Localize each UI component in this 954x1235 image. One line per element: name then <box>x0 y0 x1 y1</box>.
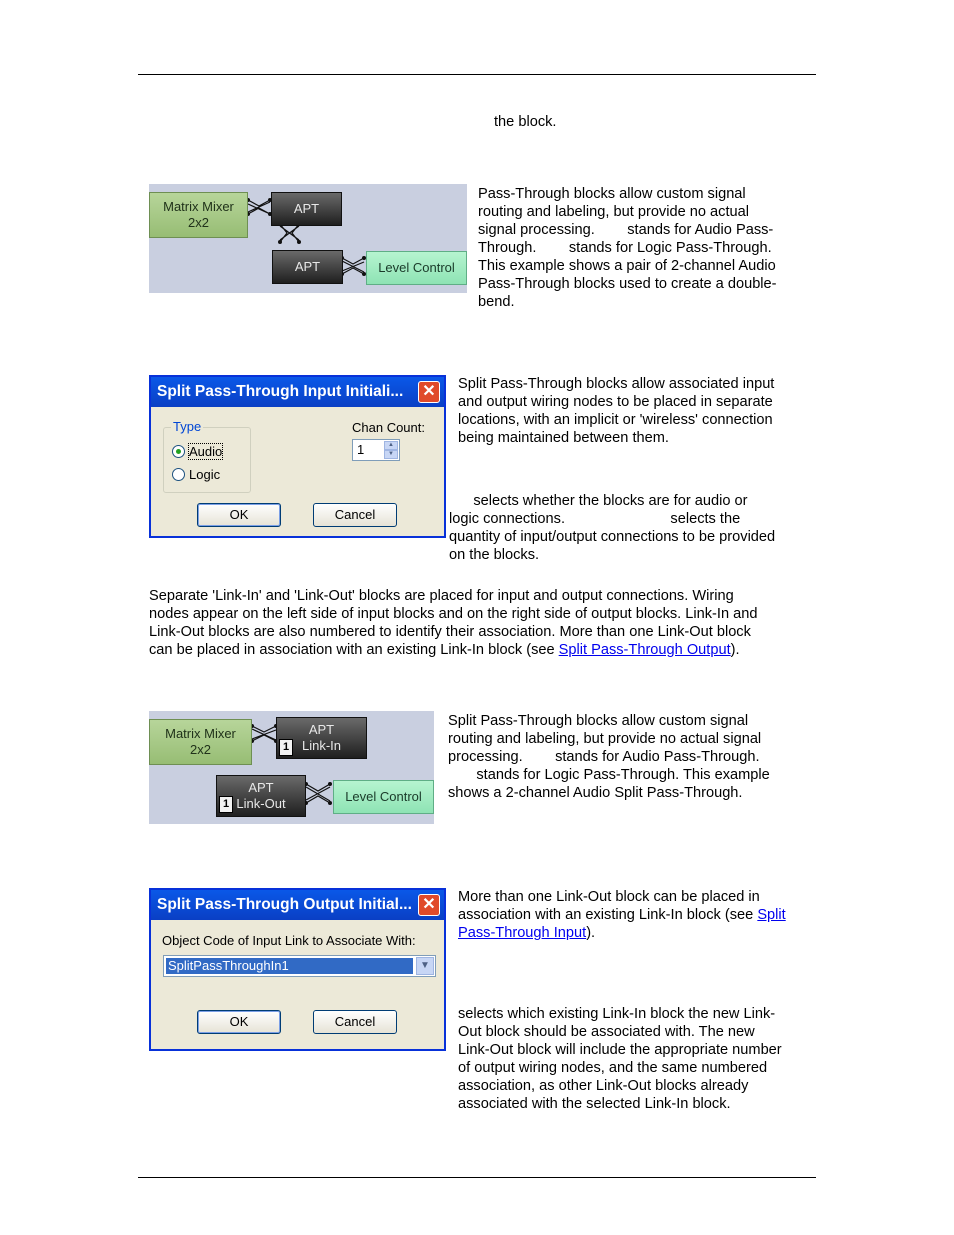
fragment-text: the block. <box>494 114 557 130</box>
split-output-text: ). <box>586 925 596 941</box>
paragraph-line: Separate 'Link-In' and 'Link-Out' blocks are placed for input and output connections. Wiring <box>149 588 734 604</box>
matrix-mixer-label: Matrix Mixer <box>165 726 236 741</box>
split-output-line: association, as other Link-Out blocks already <box>458 1078 749 1094</box>
apt-block-1[interactable] <box>271 192 342 226</box>
paragraph-line: Link-Out blocks are also numbered to identify their association. More than one Link-Out block <box>149 624 751 640</box>
matrix-mixer-size: 2x2 <box>190 742 211 757</box>
paragraph-text: ). <box>730 642 740 658</box>
level-control-block[interactable] <box>366 251 467 285</box>
split-output-dialog <box>149 888 446 1051</box>
chan-count-label: Chan Count: <box>352 420 425 435</box>
chevron-down-icon[interactable]: ▼ <box>416 957 434 975</box>
link-in-number-badge: 1 <box>279 739 293 756</box>
close-icon[interactable]: ✕ <box>418 381 440 403</box>
apt-block-2[interactable] <box>272 250 343 284</box>
split-input-line: Split Pass-Through blocks allow associated input <box>458 376 775 392</box>
split-diagram-line: routing and labeling, but provide no actual signal <box>448 731 762 747</box>
apt-block-1-label: APT <box>293 201 320 216</box>
matrix-mixer-label: Matrix Mixer <box>163 199 234 214</box>
split-output-line: associated with the selected Link-In block. <box>458 1096 731 1112</box>
chan-count-value[interactable]: 1 <box>357 442 365 457</box>
apt-desc-line: This example shows a pair of 2-channel Audio <box>478 258 776 274</box>
level-control-label: Level Control <box>378 260 455 275</box>
split-input-dialog <box>149 375 446 538</box>
matrix-mixer-block[interactable] <box>149 719 252 765</box>
apt-desc-line: Through. stands for Logic Pass-Through. <box>478 240 772 256</box>
split-output-dialog-title: Split Pass-Through Output Initial... <box>151 890 444 920</box>
split-input-dialog-title: Split Pass-Through Input Initiali... <box>151 377 444 407</box>
ok-button[interactable]: OK <box>197 1010 281 1034</box>
apt-diagram <box>149 184 467 293</box>
paragraph-line <box>149 641 740 659</box>
header-rule <box>138 74 816 75</box>
split-output-line: selects which existing Link-In block the new Link- <box>458 1006 776 1022</box>
split-input-line: locations, with an implicit or 'wireless' connection <box>458 412 773 428</box>
apt-desc-line: routing and labeling, but provide no actual <box>478 204 749 220</box>
cancel-button[interactable]: Cancel <box>313 1010 397 1034</box>
split-pass-through-input-link[interactable]: Pass-Through Input <box>458 925 587 941</box>
split-input-line: quantity of input/output connections to be provided <box>449 529 776 545</box>
split-output-line <box>458 924 595 942</box>
apt-block-2-label: APT <box>294 259 321 274</box>
split-diagram <box>149 711 434 824</box>
split-diagram-line: processing. stands for Audio Pass-Through. <box>448 749 760 765</box>
split-output-line: of output wiring nodes, and the same numbered <box>458 1060 768 1076</box>
split-input-line: logic connections. selects the <box>449 511 741 527</box>
cancel-button[interactable]: Cancel <box>313 503 397 527</box>
ok-button[interactable]: OK <box>197 503 281 527</box>
split-pass-through-input-link[interactable]: Split <box>757 907 786 923</box>
logic-radio-label[interactable]: Logic <box>189 467 221 482</box>
apt-desc-line: Pass-Through blocks used to create a double- <box>478 276 777 292</box>
footer-rule <box>138 1177 816 1178</box>
apt-desc-line: signal processing. stands for Audio Pass- <box>478 222 774 238</box>
radio-selected-dot <box>176 449 181 454</box>
input-link-selected-value[interactable]: SplitPassThroughIn1 <box>166 958 413 974</box>
chan-count-stepper[interactable] <box>352 439 400 461</box>
split-output-text: association with an existing Link-In block (see <box>458 907 758 923</box>
split-output-line: Link-Out block will include the appropriate number <box>458 1042 782 1058</box>
split-output-line: More than one Link-Out block can be placed in <box>458 889 760 905</box>
link-out-label: Link-Out <box>236 796 286 811</box>
paragraph-line: nodes appear on the left side of input blocks and on the right side of output blocks. Link-In and <box>149 606 758 622</box>
split-diagram-line: Split Pass-Through blocks allow custom signal <box>448 713 749 729</box>
apt-desc-line: bend. <box>478 294 515 310</box>
apt-desc-line: Pass-Through blocks allow custom signal <box>478 186 746 202</box>
audio-radio[interactable] <box>172 445 185 458</box>
split-input-line: and output wiring nodes to be placed in separate <box>458 394 773 410</box>
spin-up-icon[interactable]: ▲ <box>384 441 398 450</box>
split-input-line: on the blocks. <box>449 547 540 563</box>
split-diagram-line: stands for Logic Pass-Through. This example <box>448 767 770 783</box>
split-output-line: Out block should be associated with. The new <box>458 1024 755 1040</box>
audio-radio-label[interactable]: Audio <box>189 444 223 459</box>
matrix-mixer-size: 2x2 <box>188 215 209 230</box>
type-group-label: Type <box>173 419 202 434</box>
split-pass-through-output-link[interactable]: Split Pass-Through Output <box>558 642 731 658</box>
spin-down-icon[interactable]: ▼ <box>384 450 398 459</box>
split-input-line: selects whether the blocks are for audio or <box>449 493 748 509</box>
paragraph-text: can be placed in association with an existing Link-In block (see <box>149 642 559 658</box>
input-link-select[interactable] <box>163 955 436 977</box>
link-in-apt-label: APT <box>308 722 335 737</box>
level-control-block[interactable] <box>333 780 434 814</box>
close-icon[interactable]: ✕ <box>418 894 440 916</box>
associate-prompt: Object Code of Input Link to Associate With: <box>162 933 416 948</box>
level-control-label: Level Control <box>345 789 422 804</box>
logic-radio[interactable] <box>172 468 185 481</box>
type-group <box>163 427 251 493</box>
link-in-label: Link-In <box>301 738 342 753</box>
link-out-number-badge: 1 <box>219 796 233 813</box>
split-diagram-line: shows a 2-channel Audio Split Pass-Through. <box>448 785 743 801</box>
split-input-line: being maintained between them. <box>458 430 669 446</box>
split-output-line <box>458 906 786 924</box>
matrix-mixer-block[interactable] <box>149 192 248 238</box>
link-out-apt-label: APT <box>248 780 274 795</box>
